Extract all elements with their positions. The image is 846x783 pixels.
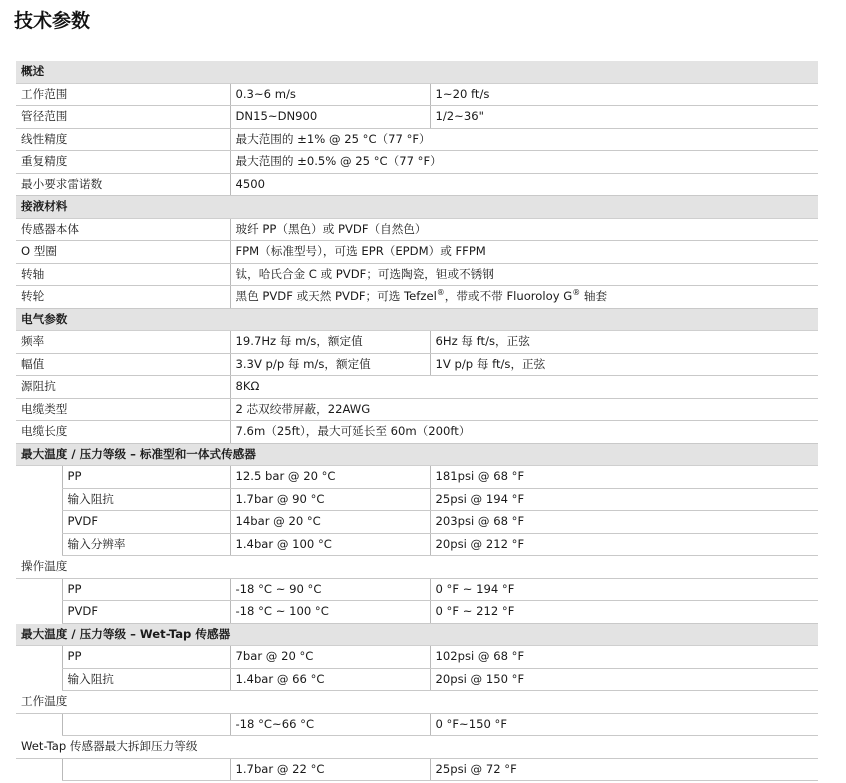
- sub-row-label: PVDF: [62, 511, 230, 534]
- row-label: 频率: [16, 331, 230, 354]
- sub-row-label: PP: [62, 578, 230, 601]
- row-value-imperial: 181psi @ 68 °F: [430, 466, 818, 489]
- row-value-metric: 1.4bar @ 100 °C: [230, 533, 430, 556]
- row-label: 电缆长度: [16, 421, 230, 444]
- row-value-imperial: 203psi @ 68 °F: [430, 511, 818, 534]
- row-value-metric: 12.5 bar @ 20 °C: [230, 466, 430, 489]
- spec-table: [16, 61, 818, 781]
- row-value-imperial: 102psi @ 68 °F: [430, 646, 818, 669]
- row-value-metric: 1.4bar @ 66 °C: [230, 668, 430, 691]
- row-value-metric: 19.7Hz 每 m/s，额定值: [230, 331, 430, 354]
- section-header: [16, 308, 818, 331]
- indent-cell: [16, 578, 62, 601]
- row-value-text: 7.6m（25ft），最大可延长至 60m（200ft）: [235, 424, 471, 439]
- sub-row-label: PVDF: [62, 601, 230, 624]
- row-value-imperial: 1/2~36": [430, 106, 818, 129]
- table-row: [16, 241, 818, 264]
- indent-cell: [16, 668, 62, 691]
- sub-row: [16, 533, 818, 556]
- sub-row: [16, 511, 818, 534]
- indent-cell: [16, 466, 62, 489]
- row-value-imperial: 25psi @ 72 °F: [430, 758, 818, 781]
- row-value-text: 黑色 PVDF 或天然 PVDF；可选 Tefzel: [235, 289, 437, 304]
- indent-cell: [16, 646, 62, 669]
- row-label: 电缆类型: [16, 398, 230, 421]
- group-header: [16, 556, 818, 579]
- section-header: [16, 623, 818, 646]
- table-row: [16, 398, 818, 421]
- row-label: 线性精度: [16, 128, 230, 151]
- row-value-text: 玻纤 PP（黑色）或 PVDF（自然色）: [235, 221, 427, 236]
- sub-row: [16, 646, 818, 669]
- row-label: 管径范围: [16, 106, 230, 129]
- section-title: 电气参数: [16, 308, 818, 331]
- indent-cell: [16, 601, 62, 624]
- sub-row: [16, 601, 818, 624]
- row-value: [230, 286, 818, 309]
- group-title: 工作温度: [16, 691, 818, 714]
- row-label: 工作范围: [16, 83, 230, 106]
- indent-cell: [16, 511, 62, 534]
- row-value-imperial: 0 °F~150 °F: [430, 713, 818, 736]
- row-value: [230, 376, 818, 399]
- row-value-metric: -18 °C ~ 100 °C: [230, 601, 430, 624]
- sub-row: [16, 668, 818, 691]
- row-value-metric: -18 °C~66 °C: [230, 713, 430, 736]
- row-value: [230, 218, 818, 241]
- indent-cell: [16, 758, 62, 781]
- table-row: [16, 173, 818, 196]
- row-value-metric: 1.7bar @ 90 °C: [230, 488, 430, 511]
- row-value-text: 8KΩ: [235, 379, 260, 394]
- table-row: [16, 151, 818, 174]
- row-label: 转轮: [16, 286, 230, 309]
- indent-cell: [16, 533, 62, 556]
- sub-row: [16, 488, 818, 511]
- row-value-metric: 14bar @ 20 °C: [230, 511, 430, 534]
- row-value-metric: 3.3V p/p 每 m/s，额定值: [230, 353, 430, 376]
- row-value-text: 最大范围的 ±0.5% @ 25 °C（77 °F）: [235, 154, 442, 169]
- row-value: [230, 263, 818, 286]
- row-value-imperial: 6Hz 每 ft/s，正弦: [430, 331, 818, 354]
- table-row: [16, 421, 818, 444]
- row-value-metric: -18 °C ~ 90 °C: [230, 578, 430, 601]
- row-label: 传感器本体: [16, 218, 230, 241]
- row-label: 最小要求雷诺数: [16, 173, 230, 196]
- row-value-imperial: 0 °F ~ 212 °F: [430, 601, 818, 624]
- registered-mark: ®: [436, 288, 445, 298]
- table-row: [16, 331, 818, 354]
- table-row: [16, 218, 818, 241]
- row-value: [230, 398, 818, 421]
- section-header: [16, 196, 818, 219]
- group-title: Wet-Tap 传感器最大拆卸压力等级: [16, 736, 818, 759]
- row-label: 源阻抗: [16, 376, 230, 399]
- row-label: 转轴: [16, 263, 230, 286]
- row-value-imperial: 0 °F ~ 194 °F: [430, 578, 818, 601]
- table-row: [16, 83, 818, 106]
- row-value-text-mid: ，带或不带 Fluoroloy G: [444, 289, 573, 304]
- group-header: [16, 736, 818, 759]
- row-value-metric: 7bar @ 20 °C: [230, 646, 430, 669]
- row-value-text: 2 芯双绞带屏蔽，22AWG: [235, 401, 371, 416]
- row-label: 幅值: [16, 353, 230, 376]
- row-value: [230, 173, 818, 196]
- table-row: [16, 128, 818, 151]
- section-header: [16, 61, 818, 83]
- table-row: [16, 106, 818, 129]
- page-title: 技术参数: [14, 10, 91, 32]
- row-value-imperial: 25psi @ 194 °F: [430, 488, 818, 511]
- sub-row-label: 输入分辨率: [62, 533, 230, 556]
- table-row: [16, 376, 818, 399]
- row-value-text-end: 轴套: [580, 289, 608, 304]
- sub-row: [16, 713, 818, 736]
- section-title: 最大温度 / 压力等级 – 标准型和一体式传感器: [16, 443, 818, 466]
- table-row: [16, 263, 818, 286]
- sub-row: [16, 578, 818, 601]
- row-value: [230, 241, 818, 264]
- row-value-metric: 0.3~6 m/s: [230, 83, 430, 106]
- sub-row-label: 输入阻抗: [62, 488, 230, 511]
- section-title: 概述: [16, 61, 818, 83]
- group-header: [16, 691, 818, 714]
- row-value: [230, 128, 818, 151]
- row-value-metric: DN15~DN900: [230, 106, 430, 129]
- row-label: O 型圈: [16, 241, 230, 264]
- row-value-imperial: 20psi @ 212 °F: [430, 533, 818, 556]
- indent-cell: [16, 713, 62, 736]
- row-value-text: 最大范围的 ±1% @ 25 °C（77 °F）: [235, 131, 431, 146]
- row-value-text: 4500: [235, 176, 266, 191]
- row-value: [230, 421, 818, 444]
- table-row: [16, 353, 818, 376]
- row-value-imperial: 20psi @ 150 °F: [430, 668, 818, 691]
- row-value-metric: 1.7bar @ 22 °C: [230, 758, 430, 781]
- sub-row-label: PP: [62, 646, 230, 669]
- sub-row: [16, 466, 818, 489]
- indent-cell: [16, 488, 62, 511]
- section-header: [16, 443, 818, 466]
- row-value-text: 钛，哈氏合金 C 或 PVDF；可选陶瓷，钽或不锈钢: [235, 266, 494, 281]
- row-value-text: FPM（标准型号），可选 EPR（EPDM）或 FFPM: [235, 244, 486, 259]
- row-value-imperial: 1~20 ft/s: [430, 83, 818, 106]
- sub-row-label: [62, 713, 230, 736]
- sub-row-label: PP: [62, 466, 230, 489]
- section-title: 最大温度 / 压力等级 – Wet-Tap 传感器: [16, 623, 818, 646]
- row-label: 重复精度: [16, 151, 230, 174]
- sub-row-label: 输入阻抗: [62, 668, 230, 691]
- group-title: 操作温度: [16, 556, 818, 579]
- section-title: 接液材料: [16, 196, 818, 219]
- row-value: [230, 151, 818, 174]
- sub-row-label: [62, 758, 230, 781]
- registered-mark: ®: [572, 288, 581, 298]
- table-row: [16, 286, 818, 309]
- row-value-imperial: 1V p/p 每 ft/s，正弦: [430, 353, 818, 376]
- spec-table-body: [16, 61, 818, 781]
- sub-row: [16, 758, 818, 781]
